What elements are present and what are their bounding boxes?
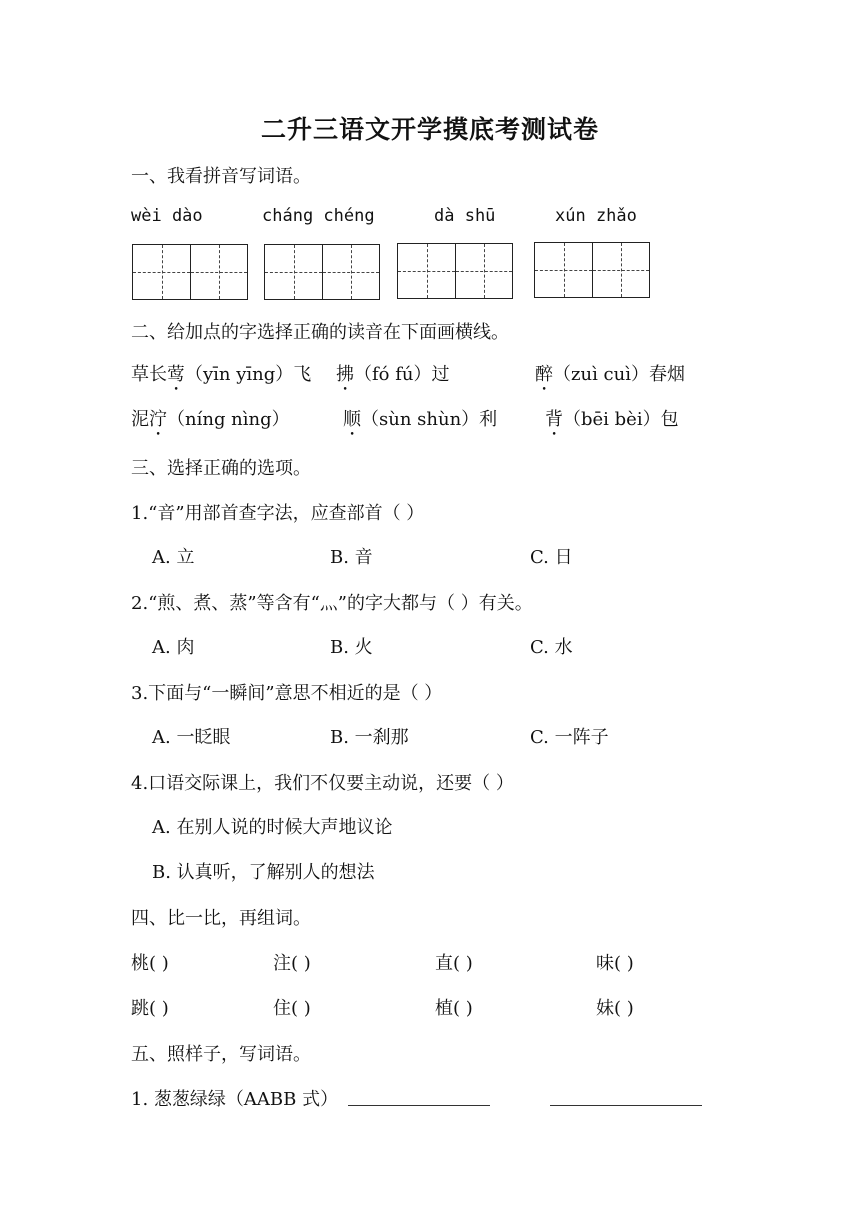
dotted-char: 泞 [149,409,167,430]
writing-grid-1[interactable] [132,244,248,300]
q4-option-a[interactable]: A. 在别人说的时候大声地议论 [152,817,393,838]
question-3: 3.下面与“一瞬间”意思不相近的是（ ） [131,683,443,704]
answer-blank-1[interactable] [348,1085,490,1106]
question-2: 2.“煎、煮、蒸”等含有“灬”的字大都与（ ）有关。 [131,593,533,614]
writing-grid-4[interactable] [534,242,650,298]
q2-option-c[interactable]: C. 水 [530,637,573,658]
word-pair-2[interactable]: 注( ) [273,953,311,974]
section-1-heading: 一、我看拼音写词语。 [131,166,311,187]
word-pair-4[interactable]: 味( ) [596,953,634,974]
writing-grid-2[interactable] [264,244,380,300]
pinyin-options: （zuì cuì）春烟 [553,364,685,385]
pinyin-1: wèi dào [131,206,203,226]
section-2-heading: 二、给加点的字选择正确的读音在下面画横线。 [131,322,509,343]
answer-blank-2[interactable] [550,1085,702,1106]
pinyin-4: xún zhǎo [555,206,637,226]
page-title: 二升三语文开学摸底考测试卷 [260,115,599,144]
dotted-char: 拂 [336,364,354,385]
dotted-char: 背 [545,409,563,430]
pattern-question-1: 1. 葱葱绿绿（AABB 式） [131,1089,339,1110]
question-4: 4.口语交际课上，我们不仅要主动说，还要（ ） [131,773,514,794]
item-text: 草长 [131,364,167,385]
pinyin-options: （níng nìng） [167,409,290,430]
q2-option-b[interactable]: B. 火 [330,637,373,658]
q3-option-c[interactable]: C. 一阵子 [530,727,609,748]
reading-item-1a[interactable] [131,360,311,395]
reading-item-2c[interactable] [545,405,679,440]
pinyin-options: （fó fú）过 [354,364,450,385]
reading-item-2b[interactable] [343,405,497,440]
dotted-char: 醉 [535,364,553,385]
question-1: 1.“音”用部首查字法，应查部首（ ） [131,503,425,524]
pinyin-options: （sùn shùn）利 [361,409,498,430]
q3-option-a[interactable]: A. 一眨眼 [152,727,231,748]
dotted-char: 顺 [343,409,361,430]
reading-item-1c[interactable] [535,360,685,395]
dotted-char: 莺 [167,364,185,385]
section-3-heading: 三、选择正确的选项。 [131,458,311,479]
word-pair-8[interactable]: 妹( ) [596,998,634,1019]
reading-item-1b[interactable] [336,360,449,395]
reading-item-2a[interactable] [131,405,290,440]
word-pair-3[interactable]: 直( ) [435,953,473,974]
q1-option-a[interactable]: A. 立 [152,547,195,568]
word-pair-7[interactable]: 植( ) [435,998,473,1019]
section-4-heading: 四、比一比，再组词。 [131,908,311,929]
writing-grid-3[interactable] [397,243,513,299]
q2-option-a[interactable]: A. 肉 [152,637,195,658]
q3-option-b[interactable]: B. 一刹那 [330,727,409,748]
pinyin-options: （yīn yīng）飞 [185,364,312,385]
q1-option-b[interactable]: B. 音 [330,547,373,568]
section-5-heading: 五、照样子，写词语。 [131,1044,311,1065]
word-pair-1[interactable]: 桃( ) [131,953,169,974]
q1-option-c[interactable]: C. 日 [530,547,573,568]
pinyin-options: （bēi bèi）包 [563,409,679,430]
word-pair-5[interactable]: 跳( ) [131,998,169,1019]
word-pair-6[interactable]: 住( ) [273,998,311,1019]
q4-option-b[interactable]: B. 认真听，了解别人的想法 [152,862,375,883]
item-text: 泥 [131,409,149,430]
pinyin-2: cháng chéng [262,206,375,226]
pinyin-3: dà shū [434,206,496,226]
